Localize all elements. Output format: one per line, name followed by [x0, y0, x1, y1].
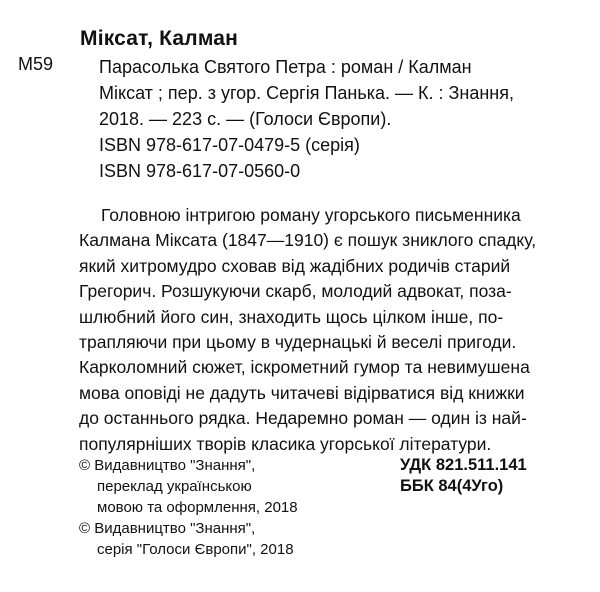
isbn-line: ISBN 978-617-07-0560-0 — [99, 161, 301, 181]
bbk-code: ББК 84(4Уго) — [400, 477, 504, 495]
copyright-block — [79, 455, 379, 560]
annotation-line: Карколомний сюжет, іскрометний гумор та невимушена — [79, 357, 530, 378]
annotation-line: Калмана Міксата (1847—1910) є пошук зниклого спадку, — [79, 230, 537, 251]
bibliographic-line: Парасолька Святого Петра : роман / Калман — [99, 57, 472, 77]
copyright-line: © Видавництво "Знання", — [79, 457, 256, 474]
annotation-paragraph — [79, 203, 579, 457]
author-heading: Міксат, Калман — [80, 27, 239, 50]
annotation-line: який хитромудро сховав від жадібних родичів старий — [79, 255, 511, 276]
copyright-line: переклад українською — [97, 478, 252, 495]
annotation-line: шлюбний його син, знаходить щось цілком інше, по- — [79, 306, 504, 327]
annotation-line: популярніших творів класика угорської літератури. — [79, 433, 492, 454]
bibliographic-line: Міксат ; пер. з угор. Сергія Панька. — К. : Знання, — [99, 83, 514, 103]
bibliographic-record — [99, 54, 579, 184]
annotation-line: Грегорич. Розшукуючи скарб, молодий адвокат, поза- — [79, 281, 512, 302]
annotation-line: Головною інтригою роману угорського письменника — [101, 205, 521, 225]
copyright-line: серія "Голоси Європи", 2018 — [97, 541, 294, 558]
udk-code: УДК 821.511.141 — [400, 456, 527, 474]
annotation-line: до останнього рядка. Недаремно роман — один із най- — [79, 408, 527, 429]
annotation-line: трапляючи при цьому в чудернацькі й веселі пригоди. — [79, 332, 517, 353]
annotation-line: мова оповіді не дадуть читачеві відірватися від книжки — [79, 382, 525, 403]
isbn-series-line: ISBN 978-617-07-0479-5 (серія) — [99, 135, 360, 155]
copyright-line: © Видавництво "Знання", — [79, 520, 256, 537]
bibliographic-line: 2018. — 223 с. — (Голоси Європи). — [99, 109, 392, 129]
copyright-line: мовою та оформлення, 2018 — [97, 499, 298, 516]
classification-codes — [400, 455, 585, 497]
shelf-code: М59 — [18, 54, 54, 74]
